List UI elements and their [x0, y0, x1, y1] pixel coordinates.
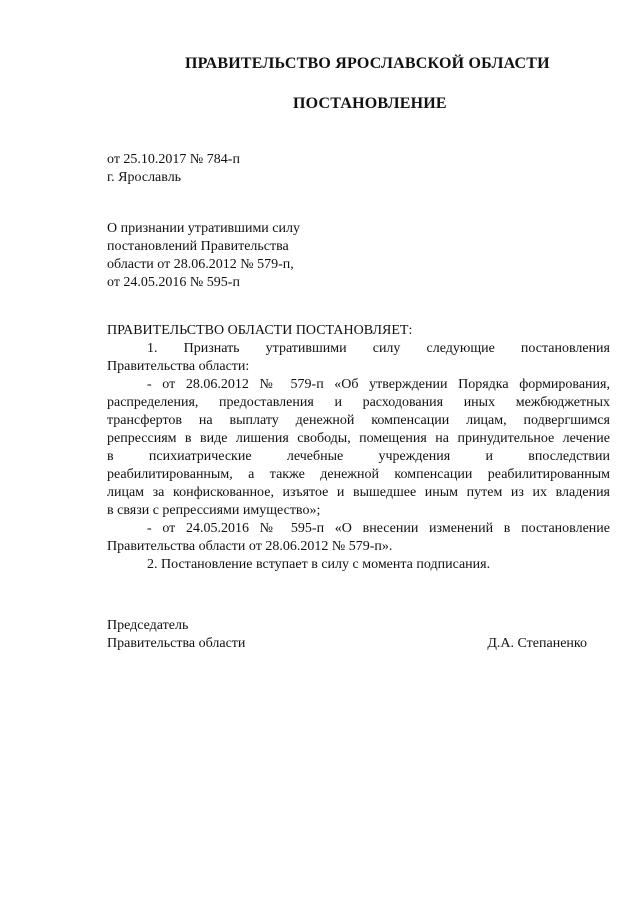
document-body	[107, 322, 610, 574]
signatory-title: Председатель	[107, 618, 189, 633]
subject-line: О признании утратившими силу	[107, 221, 300, 236]
item-2-line: Правительства области от 28.06.2012 № 579-п».	[107, 539, 393, 554]
document-type: ПОСТАНОВЛЕНИЕ	[293, 95, 447, 112]
signatory-name: Д.А. Степаненко	[487, 636, 587, 651]
paragraph-1-line: Правительства области:	[107, 359, 250, 374]
city: г. Ярославль	[107, 170, 182, 185]
subject-line: постановлений Правительства	[107, 239, 289, 254]
item-1-line: в психиатрические лечебные учреждения и впоследствии	[107, 449, 610, 464]
document-subject	[107, 220, 610, 292]
issuing-authority: ПРАВИТЕЛЬСТВО ЯРОСЛАВСКОЙ ОБЛАСТИ	[185, 55, 550, 72]
item-1-line: трансфертов на выплату денежной компенсации лицам, подвергшимся	[107, 413, 610, 428]
item-1-line: лицам за конфискованное, изъятое и вышедшее иным путем из их владения	[107, 485, 610, 500]
item-1-line: репрессиям в виде лишения свободы, помещения на принудительное лечение	[107, 431, 610, 446]
subject-line: от 24.05.2016 № 595-п	[107, 275, 240, 290]
paragraph-2: 2. Постановление вступает в силу с момента подписания.	[147, 557, 491, 572]
item-1-line: в связи с репрессиями имущество»;	[107, 503, 321, 518]
preamble: ПРАВИТЕЛЬСТВО ОБЛАСТИ ПОСТАНОВЛЯЕТ:	[107, 323, 413, 338]
signature-block	[107, 617, 610, 653]
paragraph-1-line: 1. Признать утратившими силу следующие постановления	[147, 341, 610, 356]
signatory-title: Правительства области	[107, 636, 246, 651]
document-meta	[107, 151, 610, 187]
subject-line: области от 28.06.2012 № 579-п,	[107, 257, 294, 272]
signatory-row	[107, 635, 587, 653]
item-1-line: - от 28.06.2012 № 579-п «Об утверждении Порядка формирования,	[147, 377, 610, 392]
item-1-line: реабилитированным, а также денежной компенсации реабилитированным	[107, 467, 610, 482]
item-1-line: распределения, предоставления и расходования иных межбюджетных	[107, 395, 610, 410]
item-2-line: - от 24.05.2016 № 595-п «О внесении изменений в постановление	[147, 521, 610, 536]
date-number: от 25.10.2017 № 784-п	[107, 152, 240, 167]
